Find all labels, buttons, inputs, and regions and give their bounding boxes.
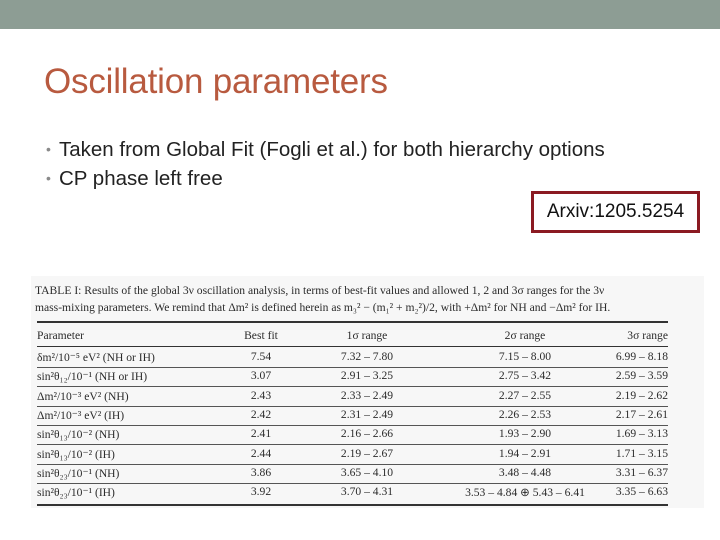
table-row	[37, 465, 668, 482]
parameter-cell: sin²θ₂₃/10⁻¹ (NH)	[37, 466, 120, 480]
bullet-item	[46, 135, 646, 164]
header-2sigma: 2σ range	[504, 329, 546, 342]
table-row	[37, 407, 668, 424]
sigma1-cell: 7.32 – 7.80	[340, 350, 394, 363]
parameter-cell: sin²θ₁₃/10⁻² (NH)	[37, 428, 120, 442]
sigma3-cell: 1.71 – 3.15	[615, 446, 668, 460]
table-bottom-rule	[37, 504, 668, 506]
sigma3-cell: 3.31 – 6.37	[615, 465, 668, 479]
sigma2-cell: 7.15 – 8.00	[498, 350, 552, 363]
sigma1-cell: 2.91 – 3.25	[340, 369, 394, 383]
sigma3-cell: 3.35 – 6.63	[615, 485, 668, 499]
arxiv-callout: Arxiv:1205.5254	[531, 191, 700, 233]
sigma3-cell: 2.19 – 2.62	[615, 388, 668, 402]
header-parameter: Parameter	[37, 329, 84, 342]
sigma2-cell: 3.53 – 4.84 ⊕ 5.43 – 6.41	[465, 486, 585, 500]
table-row	[37, 368, 668, 385]
sigma2-cell: 1.93 – 2.90	[498, 427, 552, 441]
top-bar	[0, 0, 720, 29]
best-fit-cell: 3.92	[250, 485, 272, 499]
sigma2-cell: 3.48 – 4.48	[498, 465, 552, 479]
slide-title: Oscillation parameters	[44, 62, 388, 101]
sigma1-cell: 3.65 – 4.10	[340, 465, 394, 479]
sigma2-cell: 2.26 – 2.53	[498, 407, 552, 421]
sigma2-cell: 2.75 – 3.42	[498, 369, 552, 383]
sigma3-cell: 2.59 – 3.59	[615, 369, 668, 383]
table-top-rule	[37, 321, 668, 323]
sigma2-cell: 1.94 – 2.91	[498, 446, 552, 460]
bullet-text: CP phase left free	[59, 167, 223, 190]
best-fit-cell: 3.86	[250, 465, 272, 479]
sigma2-cell: 2.27 – 2.55	[498, 388, 552, 402]
bullet-list	[46, 135, 646, 193]
parameter-cell: Δm²/10⁻³ eV² (NH)	[37, 389, 129, 403]
sigma3-cell: 2.17 – 2.61	[615, 407, 668, 421]
sigma3-cell: 6.99 – 8.18	[615, 350, 668, 363]
best-fit-cell: 2.44	[250, 446, 272, 460]
bullet-dot-icon: •	[46, 141, 51, 157]
sigma1-cell: 2.16 – 2.66	[340, 427, 394, 441]
best-fit-cell: 3.07	[250, 369, 272, 383]
caption-line: mass-mixing parameters. We remind that Δm² is defined herein as m₃² − (m₁² + m₂²)/2, with +Δm² for NH and −Δm² for IH.	[35, 301, 611, 314]
table-header-rule	[37, 346, 668, 347]
best-fit-cell: 7.54	[250, 350, 272, 363]
table-row	[37, 426, 668, 443]
caption-line: TABLE I: Results of the global 3ν oscillation analysis, in terms of best-fit values and allowed 1, 2 and 3σ ranges for the 3ν	[35, 284, 605, 297]
sigma1-cell: 2.33 – 2.49	[340, 388, 394, 402]
best-fit-cell: 2.42	[250, 407, 272, 421]
best-fit-cell: 2.41	[250, 427, 272, 441]
header-3sigma: 3σ range	[627, 329, 668, 342]
parameter-cell: δm²/10⁻⁵ eV² (NH or IH)	[37, 351, 155, 364]
best-fit-cell: 2.43	[250, 388, 272, 402]
sigma1-cell: 2.31 – 2.49	[340, 407, 394, 421]
table-caption	[35, 282, 699, 316]
parameter-cell: sin²θ₂₃/10⁻¹ (IH)	[37, 486, 115, 500]
sigma1-cell: 3.70 – 4.31	[340, 485, 394, 499]
table-header-row	[37, 328, 668, 345]
table-row	[37, 484, 668, 501]
bullet-dot-icon: •	[46, 170, 51, 186]
parameter-cell: sin²θ₁₂/10⁻¹ (NH or IH)	[37, 370, 148, 384]
parameter-cell: sin²θ₁₃/10⁻² (IH)	[37, 447, 115, 461]
header-1sigma: 1σ range	[346, 329, 388, 342]
bullet-item	[46, 164, 646, 193]
parameter-table-image	[31, 276, 704, 508]
sigma1-cell: 2.19 – 2.67	[340, 446, 394, 460]
table-row	[37, 446, 668, 463]
header-best-fit: Best fit	[244, 329, 278, 342]
table-row	[37, 349, 668, 366]
bullet-text: Taken from Global Fit (Fogli et al.) for both hierarchy options	[59, 138, 605, 161]
table-row	[37, 388, 668, 405]
parameter-cell: Δm²/10⁻³ eV² (IH)	[37, 408, 125, 422]
sigma3-cell: 1.69 – 3.13	[615, 427, 668, 441]
